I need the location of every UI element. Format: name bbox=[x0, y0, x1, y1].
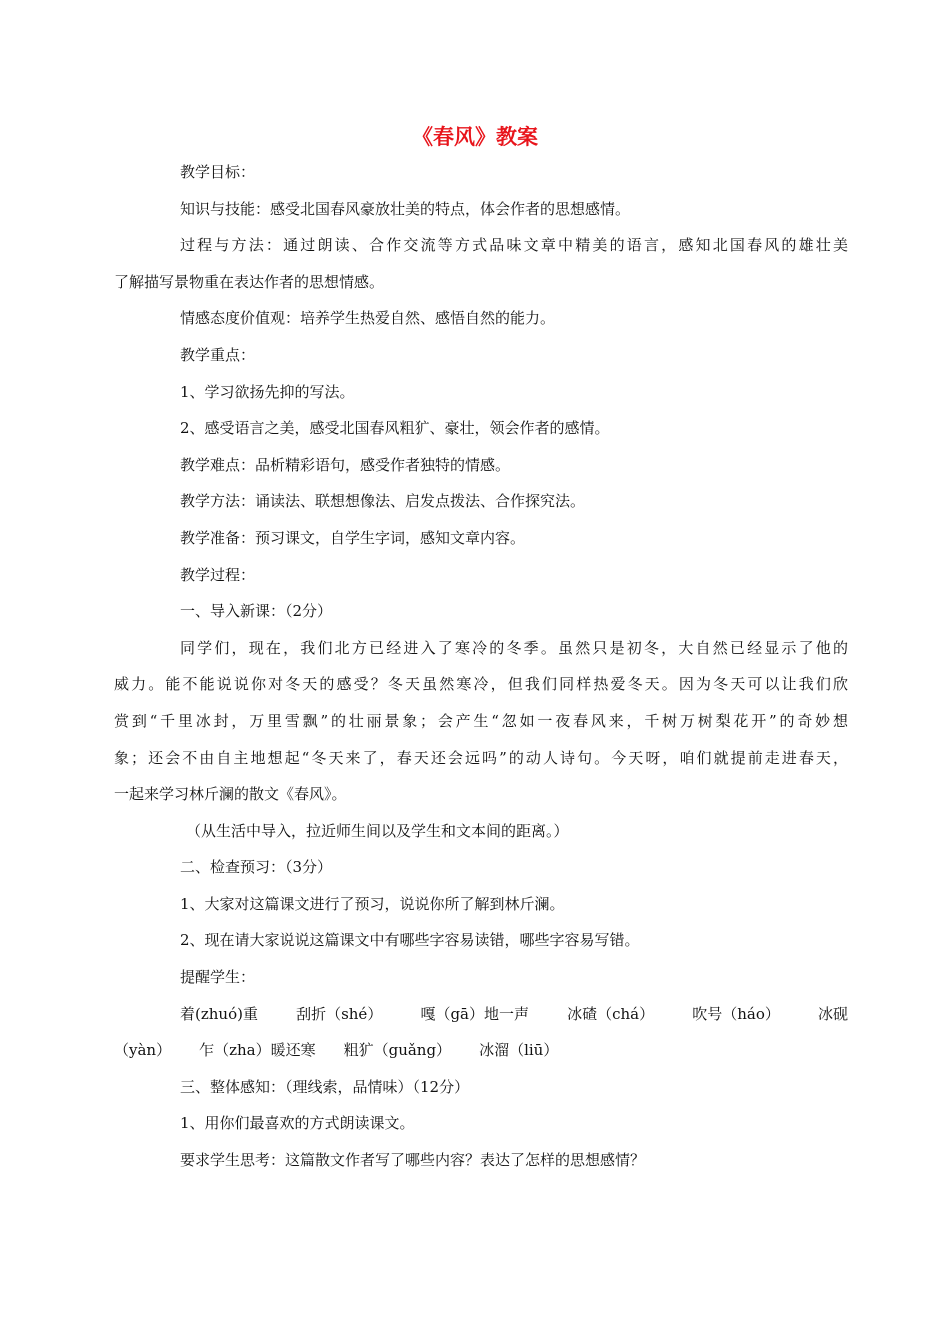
list-item: 1、用你们最喜欢的方式朗读课文。 bbox=[180, 1114, 415, 1133]
paragraph: 教学目标： bbox=[180, 163, 256, 181]
pinyin-term: 乍（zha）暖还寒 bbox=[199, 1041, 316, 1060]
paragraph-continuation: 象；还会不由自主地想起“冬天来了，春天还会远吗”的动人诗句。今天呀，咱们就提前走进春天， bbox=[114, 748, 848, 767]
paragraph: 提醒学生： bbox=[180, 968, 256, 987]
pinyin-term: 粗犷（guǎng） bbox=[343, 1041, 452, 1060]
pinyin-row bbox=[114, 1004, 848, 1024]
list-item: 2、感受语言之美，感受北国春风粗犷、豪壮，领会作者的感情。 bbox=[180, 419, 610, 438]
pinyin-row bbox=[114, 1040, 848, 1060]
paragraph-continuation: 威力。能不能说说你对冬天的感受？冬天虽然寒冷，但我们同样热爱冬天。因为冬天可以让我们欣 bbox=[114, 675, 848, 694]
section-heading: 教学过程： bbox=[180, 565, 256, 584]
paragraph: 教学准备：预习课文，自学生字词，感知文章内容。 bbox=[180, 528, 526, 547]
pinyin-term: （yàn） bbox=[114, 1041, 172, 1060]
paragraph: 情感态度价值观：培养学生热爱自然、感悟自然的能力。 bbox=[180, 309, 556, 328]
pinyin-term: 着(zhuó)重 bbox=[180, 1004, 258, 1023]
pinyin-term: 冰溜（liū） bbox=[479, 1041, 559, 1060]
paragraph-continuation: 一起来学习林斤澜的散文《春风》。 bbox=[114, 785, 347, 804]
section-heading: 三、整体感知：（理线索，品情味）（12分） bbox=[180, 1077, 470, 1096]
section-heading: 二、检查预习：（3分） bbox=[180, 858, 333, 877]
pinyin-term: 吹号（háo） bbox=[692, 1004, 780, 1023]
pinyin-term: 嘎（gā）地一声 bbox=[420, 1004, 529, 1023]
section-heading: 教学重点： bbox=[180, 345, 256, 364]
paragraph-continuation: 赏到“千里冰封，万里雪飘”的壮丽景象；会产生“忽如一夜春风来，千树万树梨花开”的奇妙想 bbox=[114, 711, 848, 730]
paragraph-continuation: 了解描写景物重在表达作者的思想情感。 bbox=[114, 272, 385, 291]
paragraph: 教学难点：品析精彩语句，感受作者独特的情感。 bbox=[180, 455, 511, 474]
list-item: 1、学习欲扬先抑的写法。 bbox=[180, 382, 355, 401]
list-item: 2、现在请大家说说这篇课文中有哪些字容易读错，哪些字容易写错。 bbox=[180, 931, 640, 950]
pinyin-term: 冰砚 bbox=[817, 1004, 848, 1023]
list-item: 1、大家对这篇课文进行了预习，说说你所了解到林斤澜。 bbox=[180, 894, 565, 913]
paragraph-note: （从生活中导入，拉近师生间以及学生和文本间的距离。） bbox=[186, 821, 569, 840]
paragraph: 同学们，现在，我们北方已经进入了寒冷的冬季。虽然只是初冬，大自然已经显示了他的 bbox=[180, 638, 848, 657]
paragraph: 要求学生思考：这篇散文作者写了哪些内容？表达了怎样的思想感情？ bbox=[180, 1151, 646, 1170]
paragraph: 过程与方法：通过朗读、合作交流等方式品味文章中精美的语言，感知北国春风的雄壮美 bbox=[180, 236, 848, 255]
pinyin-term: 刮折（shé） bbox=[296, 1004, 383, 1023]
document-title: 《春风》教案 bbox=[412, 124, 538, 149]
pinyin-term: 冰碴（chá） bbox=[567, 1004, 655, 1023]
paragraph: 教学方法：诵读法、联想想像法、启发点拨法、合作探究法。 bbox=[180, 492, 586, 511]
paragraph: 知识与技能：感受北国春风豪放壮美的特点，体会作者的思想感情。 bbox=[180, 199, 631, 218]
document-body bbox=[114, 162, 848, 1187]
section-heading: 一、导入新课：（2分） bbox=[180, 602, 333, 621]
